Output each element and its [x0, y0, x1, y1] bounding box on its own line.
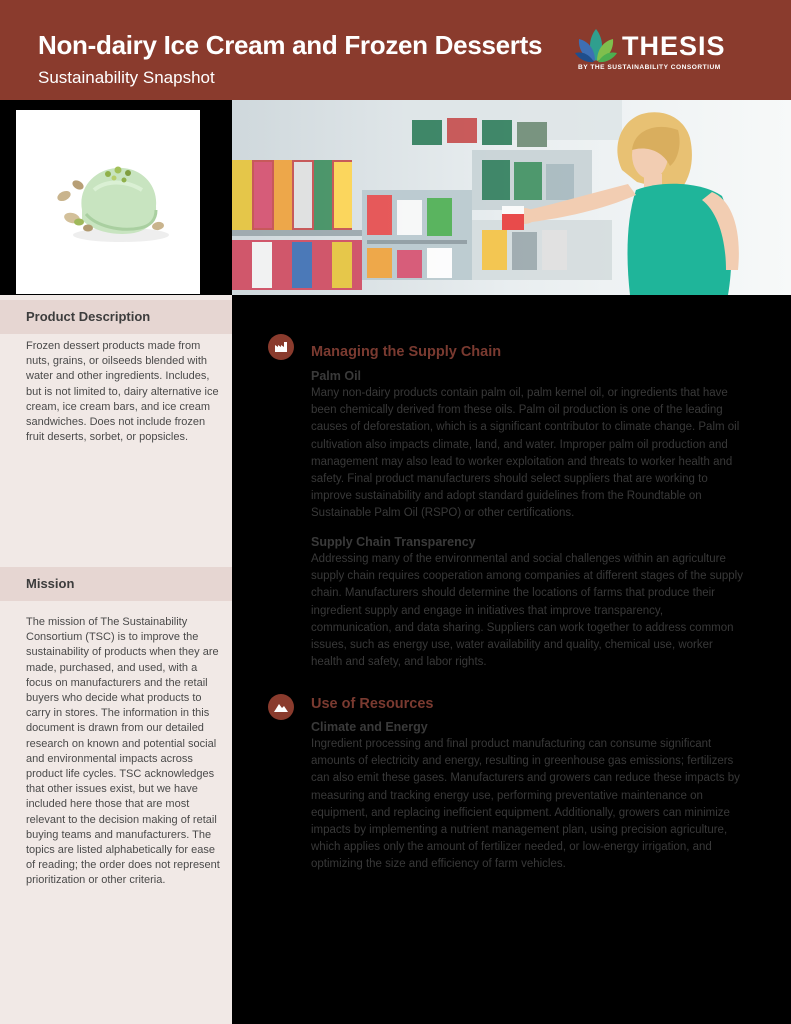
mission-heading-bar: [0, 567, 232, 601]
shopper-freezer-aisle-image: [232, 100, 791, 295]
section-title-supply-chain: Managing the Supply Chain: [311, 344, 502, 360]
factory-icon: [268, 334, 294, 360]
subsection-text-supply-chain-transparency: Addressing many of the environmental and social challenges within an agriculture supply chain requires cooperation among companies at different stages of the supply chain. Manufacturers should determine the locations of farms that produce their ingredient supply and engage in initiatives that improve transparency, communication, and data sharing. Suppliers can work together to address common issues, such as energy use, water availability and quality, chemical use, worker health and safety, and labor rights.: [311, 553, 743, 669]
header-banner: [0, 0, 791, 100]
ice-cream-scoop-image: [16, 110, 200, 294]
mission-heading: Mission: [26, 576, 75, 591]
mountain-icon: [268, 694, 294, 720]
subsection-title-supply-chain-transparency: Supply Chain Transparency: [311, 535, 476, 549]
logo-wordmark: THESIS: [622, 31, 726, 61]
product-description-heading: Product Description: [26, 309, 151, 324]
document-subtitle: Sustainability Snapshot: [38, 68, 215, 87]
subsection-title-palm-oil: Palm Oil: [311, 369, 362, 383]
logo-tagline: BY THE SUSTAINABILITY CONSORTIUM: [578, 64, 721, 71]
document-title: Non-dairy Ice Cream and Frozen Desserts: [38, 30, 543, 60]
leaf-logo-icon: [574, 25, 620, 65]
section-title-use-of-resources: Use of Resources: [311, 696, 434, 712]
subsection-text-climate-energy: Ingredient processing and final product manufacturing can consume significant amounts of electricity and energy, resulting in greenhouse gas emissions; fertilizers can also emit these gases. Manufacturers and growers can reduce these impacts by measuring and tracking energy use, performing preventative maintenance on equipment, and replacing inefficient equipment. Additionally, growers can minimize impacts by implementing a nutrient management plan, using precision agriculture, which applies only the amount of fertilizer needed, or low-energy irrigation, and optimizing the size and efficiency of farm vehicles.: [311, 738, 740, 871]
mission-text: The mission of The Sustainability Consortium (TSC) is to improve the sustainability of products when they are made, purchased, and used, with a focus on manufacturers and the retail buyers who decide what products to carry in stores. The information in this document is drawn from our detailed research on known and potential social and environmental impacts across product life cycles. TSC acknowledges that other issues exist, but we have included here those that are most relevant to the decision making of retail buying teams and manufacturers. The topics are listed alphabetically for ease of reading; the order does not represent prioritization or other criteria.: [26, 616, 220, 887]
subsection-text-palm-oil: Many non-dairy products contain palm oil, palm kernel oil, or ingredients that have been chemically derived from these oils. Palm oil production is one of the leading causes of deforestation, which is a significant contributor to climate change. Palm oil cultivation also impacts climate, land, and water. Improper palm oil production and management may also lead to worker exploitation and threats to worker health and safety. Final product manufacturers should select suppliers that are working to improve sustainability and adopt standard guidelines from the Roundtable on Sustainable Palm Oil (RSPO) or other certifications.: [311, 387, 740, 520]
product-photo: [16, 110, 200, 294]
subsection-title-climate-energy: Climate and Energy: [311, 720, 428, 734]
product-description-text: Frozen dessert products made from nuts, grains, or oilseeds blended with water and other ingredients. Includes, but is not limited to, dairy alternative ice cream, ice cream bars, and ice cream sandwiches. Does not include frozen fruit deserts, sorbet, or popsicles.: [26, 340, 219, 444]
sidebar: [0, 295, 232, 1024]
thesis-logo: [574, 25, 744, 75]
hero-photo: [232, 100, 791, 295]
product-description-heading-bar: [0, 300, 232, 334]
